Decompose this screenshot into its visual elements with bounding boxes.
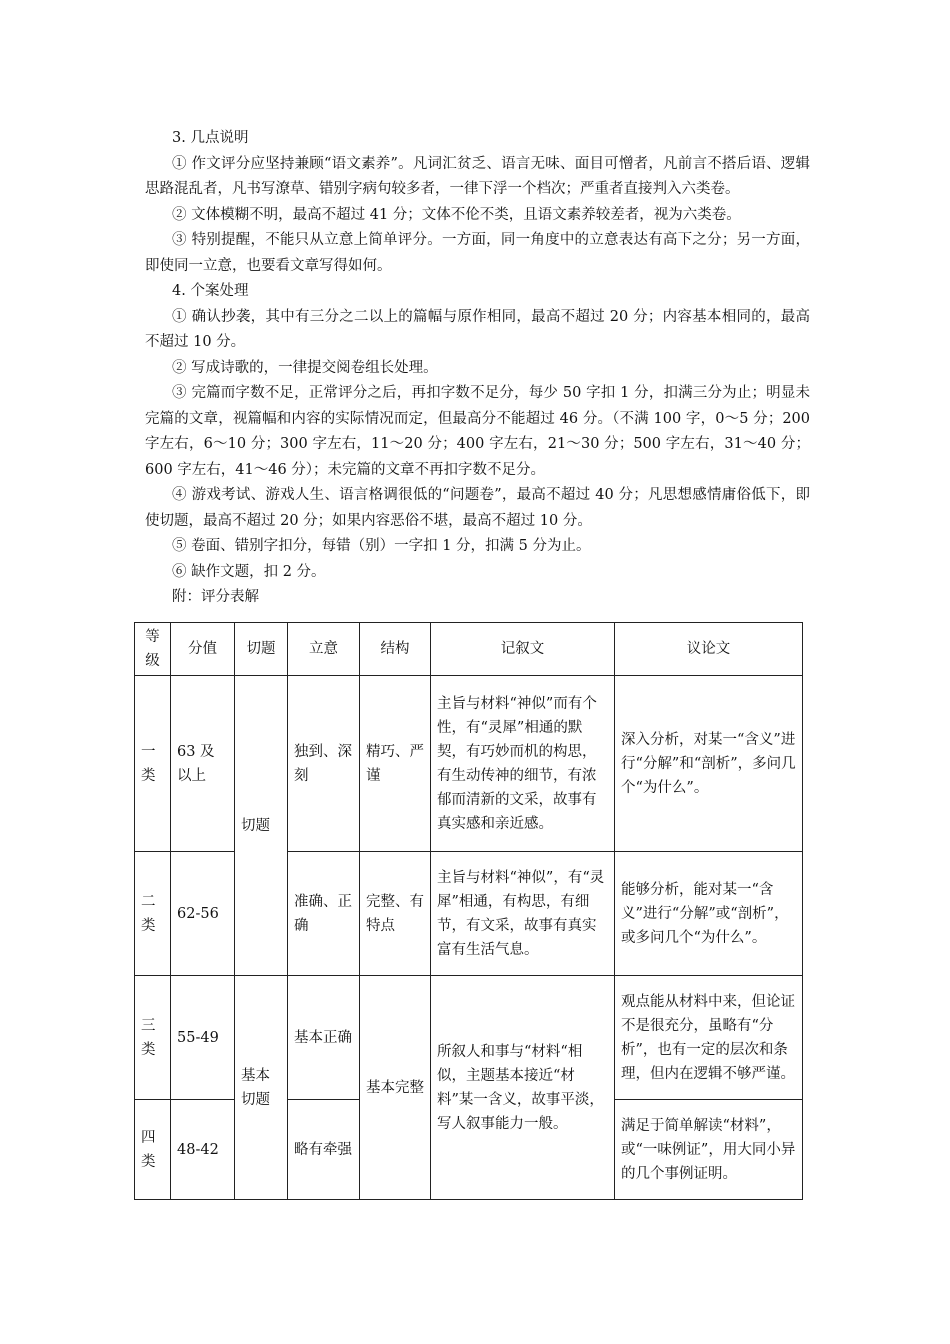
argument-cell: 满足于简单解读“材料”，或“一味例证”，用大同小异的几个事例证明。	[615, 1100, 803, 1200]
theme-cell: 基本正确	[288, 976, 360, 1100]
narrative-cell: 主旨与材料“神似”而有个性，有“灵犀”相通的默契，有巧妙而机的构思，有生动传神的细节，有浓郁而清新的文采，故事有真实感和亲近感。	[431, 676, 615, 852]
case-paragraph: ① 确认抄袭，其中有三分之二以上的篇幅与原作相同，最高不超过 20 分；内容基本相同的，最高不超过 10 分。	[145, 308, 810, 350]
document-body	[145, 126, 810, 611]
argument-cell: 深入分析，对某一“含义”进行“分解”和“剖析”，多问几个“为什么”。	[615, 676, 803, 852]
theme-cell: 准确、正确	[288, 852, 360, 976]
narrative-cell: 主旨与材料“神似”，有“灵犀”相通，有构思，有细节，有文采，故事有真实富有生活气息。	[431, 852, 615, 976]
theme-cell: 略有牵强	[288, 1100, 360, 1200]
note-paragraph: ① 作文评分应坚持兼顾“语文素养”。凡词汇贫乏、语言无味、面目可憎者，凡前言不搭后语、逻辑思路混乱者，凡书写潦草、错别字病句较多者，一律下浮一个档次；严重者直接判入六类卷。	[145, 155, 810, 197]
header-relevance: 切题	[235, 623, 288, 676]
theme-cell: 独到、深刻	[288, 676, 360, 852]
case-paragraph: ④ 游戏考试、游戏人生、语言格调很低的“问题卷”，最高不超过 40 分；凡思想感情庸俗低下，即使切题，最高不超过 20 分；如果内容恶俗不堪，最高不超过 10 分。	[145, 487, 810, 529]
relevance-cell: 基本切题	[235, 976, 288, 1200]
header-structure: 结构	[360, 623, 431, 676]
header-narrative: 记叙文	[431, 623, 615, 676]
table-row	[135, 676, 803, 852]
structure-cell: 基本完整	[360, 976, 431, 1200]
scoring-table	[134, 622, 803, 1200]
header-grade: 等级	[135, 623, 171, 676]
structure-cell: 精巧、严谨	[360, 676, 431, 852]
case-paragraph: ③ 完篇而字数不足，正常评分之后，再扣字数不足分，每少 50 字扣 1 分，扣满三分为止；明显未完篇的文章，视篇幅和内容的实际情况而定，但最高分不能超过 46 分。（不满 100 字，0～5 分；200 字左右，6～10 分；300 字左右，11～20 分；400 字左右，21～30 分；500 字左右，31～40 分；600 字左右，41～46 分）；未完篇的文章不再扣字数不足分。	[145, 385, 810, 478]
note-paragraph: ② 文体模糊不明，最高不超过 41 分；文体不伦不类，且语文素养较差者，视为六类卷。	[172, 206, 741, 223]
structure-cell: 完整、有特点	[360, 852, 431, 976]
score-cell: 62-56	[171, 852, 235, 976]
grade-cell: 一类	[135, 676, 171, 852]
header-argument: 议论文	[615, 623, 803, 676]
grade-cell: 三类	[135, 976, 171, 1100]
score-cell: 63 及以上	[171, 676, 235, 852]
argument-cell: 能够分析，能对某一“含义”进行“分解”或“剖析”，或多问几个“为什么”。	[615, 852, 803, 976]
case-paragraph: ⑥ 缺作文题，扣 2 分。	[172, 563, 326, 580]
relevance-cell: 切题	[235, 676, 288, 976]
case-paragraph: ② 写成诗歌的，一律提交阅卷组长处理。	[172, 359, 438, 376]
notes-heading: 3. 几点说明	[172, 130, 249, 146]
cases-heading: 4. 个案处理	[172, 283, 249, 299]
narrative-cell: 所叙人和事与“材料“相似，主题基本接近“材料”某一含义，故事平淡，写人叙事能力一般。	[431, 976, 615, 1200]
appendix-label: 附：评分表解	[172, 589, 259, 605]
table-header-row	[135, 623, 803, 676]
grade-cell: 二类	[135, 852, 171, 976]
argument-cell: 观点能从材料中来，但论证不是很充分，虽略有“分析”，也有一定的层次和条理，但内在逻辑不够严谨。	[615, 976, 803, 1100]
score-cell: 55-49	[171, 976, 235, 1100]
header-score: 分值	[171, 623, 235, 676]
case-paragraph: ⑤ 卷面、错别字扣分，每错（别）一字扣 1 分，扣满 5 分为止。	[172, 538, 591, 554]
grade-cell: 四类	[135, 1100, 171, 1200]
header-theme: 立意	[288, 623, 360, 676]
note-paragraph: ③ 特别提醒，不能只从立意上简单评分。一方面，同一角度中的立意表达有高下之分；另一方面，即使同一立意，也要看文章写得如何。	[145, 232, 810, 274]
score-cell: 48-42	[171, 1100, 235, 1200]
table-row	[135, 976, 803, 1100]
